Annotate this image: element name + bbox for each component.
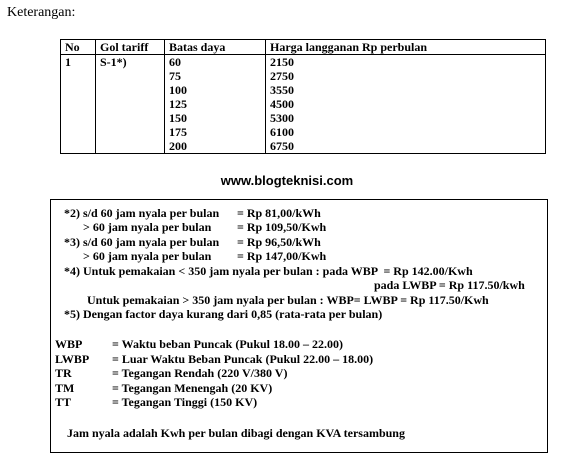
note-4a: *4) Untuk pemakaian < 350 jam nyala per bulan : pada WBP = Rp 142.00/Kwh (64, 264, 473, 278)
abbr-term-wbp: WBP (55, 337, 83, 351)
cell-batas-daya: 175 (165, 125, 266, 139)
header-gol-tariff: Gol tariff (96, 40, 165, 55)
tariff-table (60, 39, 546, 154)
note-3b-label: > 60 jam nyala per bulan (83, 249, 212, 263)
cell-harga: 6750 (266, 139, 546, 154)
abbr-term-lwbp: LWBP (55, 352, 90, 366)
cell-batas-daya: 60 (165, 55, 266, 70)
note-2a-value: = Rp 81,00/kWh (237, 206, 321, 220)
abbr-desc-wbp: = Waktu beban Puncak (Pukul 18.00 – 22.00) (112, 337, 344, 351)
note-3a-label: *3) s/d 60 jam nyala per bulan (64, 235, 220, 249)
cell-batas-daya: 200 (165, 139, 266, 154)
table-row (61, 125, 546, 139)
abbr-desc-tm: = Tegangan Menengah (20 KV) (112, 381, 273, 395)
table-header-row (61, 40, 546, 55)
cell-harga: 6100 (266, 125, 546, 139)
table-row (61, 83, 546, 97)
note-3a-value: = Rp 96,50/kWh (237, 235, 321, 249)
abbr-term-tt: TT (55, 395, 72, 409)
note-3b-value: = Rp 147,00/Kwh (237, 249, 327, 263)
page-heading: Keterangan: (7, 5, 76, 20)
note-2b-value: = Rp 109,50/Kwh (237, 220, 327, 234)
cell-batas-daya: 75 (165, 69, 266, 83)
note-4c: Untuk pemakaian > 350 jam nyala per bulan : WBP= LWBP = Rp 117.50/Kwh (87, 293, 489, 307)
cell-harga: 2750 (266, 69, 546, 83)
table-row (61, 139, 546, 154)
note-5: *5) Dengan factor daya kurang dari 0,85 (rata-rata per bulan) (64, 307, 383, 321)
table-row (61, 111, 546, 125)
cell-batas-daya: 150 (165, 111, 266, 125)
notes-box (50, 199, 548, 453)
cell-harga: 5300 (266, 111, 546, 125)
header-batas-daya: Batas daya (165, 40, 266, 55)
cell-gol-tariff: S-1*) (96, 55, 165, 70)
table-row (61, 69, 546, 83)
cell-harga: 3550 (266, 83, 546, 97)
cell-batas-daya: 125 (165, 97, 266, 111)
abbr-term-tr: TR (55, 366, 72, 380)
note-4b: pada LWBP = Rp 117.50/kwh (374, 278, 525, 292)
header-no: No (61, 40, 96, 55)
abbr-desc-tr: = Tegangan Rendah (220 V/380 V) (112, 366, 288, 380)
cell-harga: 4500 (266, 97, 546, 111)
notes-footer: Jam nyala adalah Kwh per bulan dibagi dengan KVA tersambung (67, 426, 405, 440)
cell-harga: 2150 (266, 55, 546, 70)
cell-no: 1 (61, 55, 96, 70)
abbr-desc-lwbp: = Luar Waktu Beban Puncak (Pukul 22.00 – 18.00) (112, 352, 374, 366)
note-2b-label: > 60 jam nyala per bulan (83, 220, 212, 234)
table-row (61, 97, 546, 111)
cell-batas-daya: 100 (165, 83, 266, 97)
abbr-term-tm: TM (55, 381, 75, 395)
note-2a-label: *2) s/d 60 jam nyala per bulan (64, 206, 220, 220)
abbr-desc-tt: = Tegangan Tinggi (150 KV) (112, 395, 258, 409)
table-row (61, 55, 546, 70)
header-harga-langganan: Harga langganan Rp perbulan (266, 40, 546, 55)
watermark-text: www.blogteknisi.com (220, 173, 354, 188)
